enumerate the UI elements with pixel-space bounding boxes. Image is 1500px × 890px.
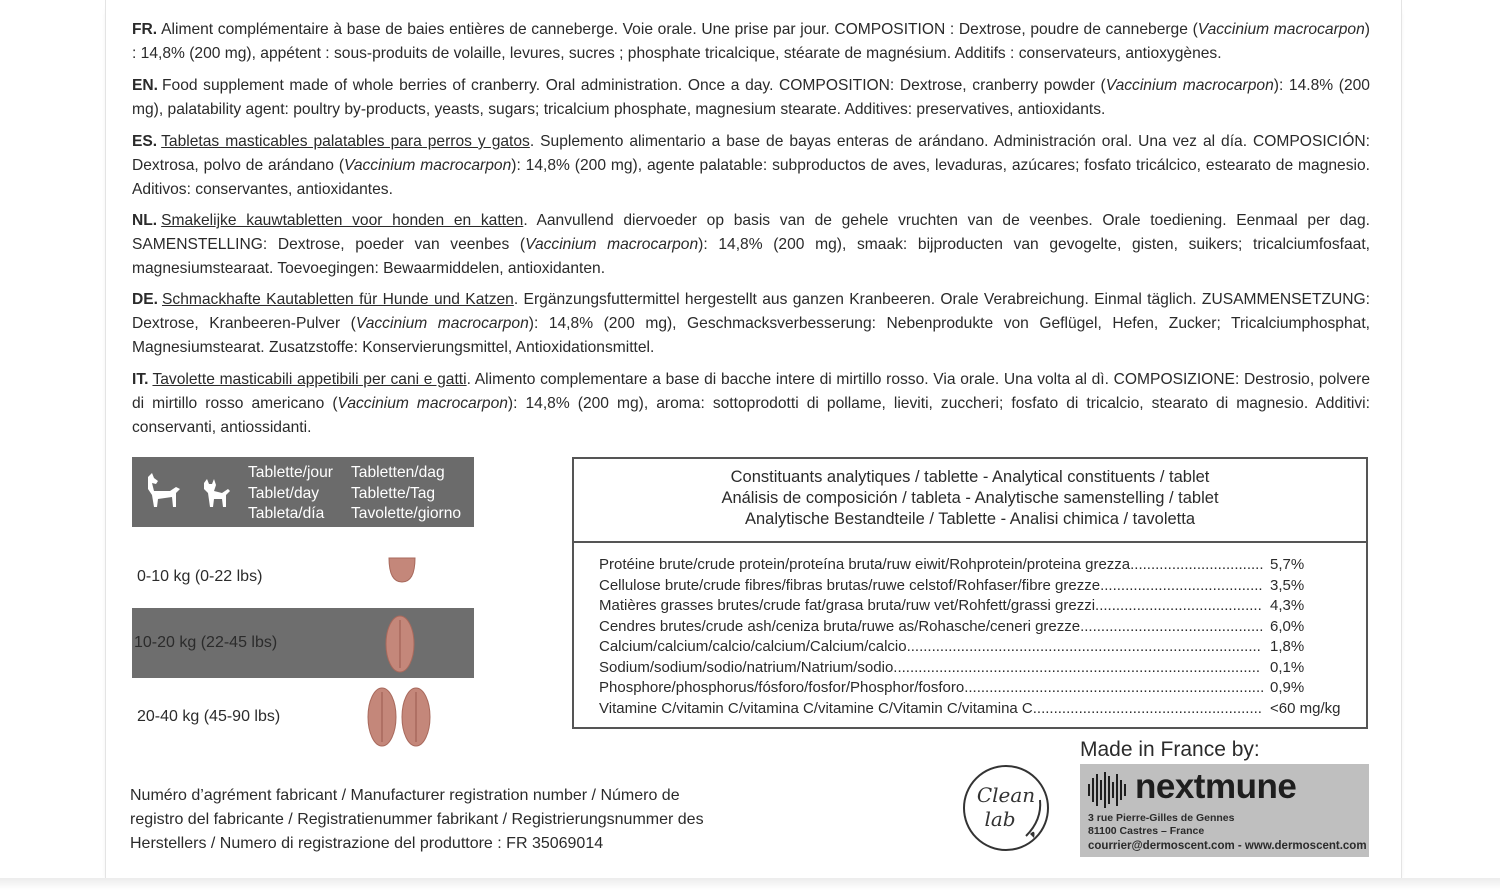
clean-lab-logo-icon [962, 764, 1052, 854]
lang-code: NL. [132, 212, 158, 229]
dosage-header [132, 457, 474, 527]
clean-lab-line1: Clean [976, 783, 1036, 807]
dosage-header-col2: Tabletten/dag Tablette/Tag Tavolette/giorno [351, 464, 462, 522]
manufacturer-address: 3 rue Pierre-Gilles de Gennes 81100 Castres – France [1088, 812, 1235, 837]
registration-number: Numéro d’agrément fabricant / Manufacturer registration number / Número de registro del fabricante / Registratienummer fabrikant / Registrierungsnummer des Herstellers / Numero di registrazione del produttore : FR 35069014 [130, 787, 704, 852]
analytical-row: Calcium/calcium/calcio/calcium/Calcium/calcio..................................................................................... 1,8% [599, 638, 1305, 655]
nextmune-logo-icon [1088, 770, 1132, 810]
clean-lab-line2: lab [984, 807, 1016, 831]
page-shadow [0, 878, 1500, 890]
analytical-row: Sodium/sodium/sodio/natrium/Natrium/sodio........................................................................................ 0,1% [599, 658, 1305, 676]
analytical-constituents-box [572, 457, 1368, 729]
lang-block-es: ES. Tabletas masticables palatables para perros y gatos. Suplemento alimentario a base de bayas enteras de arándano. Administración oral. Una vez al día. COMPOSICIÓN: Dextrosa, polvo de arándano (Vaccinium macrocarpon): 14,8% (200 mg), agente palatable: subproductos de aves, levaduras, azúcares; fosfato tricálcico, estearato de magnesio. Aditivos: conservantes, antioxidantes. [132, 133, 1370, 198]
label-page [105, 0, 1402, 878]
weight-label: 20-40 kg (45-90 lbs) [137, 708, 281, 725]
analytical-rows [599, 555, 1359, 719]
lang-block-it: IT. Tavolette masticabili appetibili per cani e gatti. Alimento complementare a base di bacche intere di mirtillo rosso. Via orale. Una volta al dì. COMPOSIZIONE: Destrosio, polvere di mirtillo rosso americano (Vaccinium macrocarpon): 14,8% (200 mg), aroma: sottoprodotti di pollame, lieviti, zuccheri; fosfato di tricalcio, stearato di magnesio. Additivi: conservanti, antiossidanti. [132, 371, 1370, 436]
tablet-icon [384, 614, 416, 674]
analytical-row: Matières grasses brutes/crude fat/grasa bruta/ruw vet/Rohfett/grassi grezzi........................................ 4,3% [599, 597, 1305, 614]
lang-code: ES. [132, 133, 158, 150]
lang-code: IT. [132, 371, 149, 388]
tablet-icon [366, 686, 398, 748]
analytical-row: Protéine brute/crude protein/proteína bruta/ruw eiwit/Rohprotein/proteina grezza................................ 5,7% [599, 556, 1305, 573]
dosage-row [132, 608, 474, 678]
lang-tagline: Tavolette masticabili appetibili per cani e gatti [152, 371, 467, 388]
lang-tagline: Smakelijke kauwtabletten voor honden en katten [161, 212, 524, 229]
analytical-row: Vitamine C/vitamin C/vitamina C/vitamine C/Vitamin C/vitamina C....................................................... <60 mg/kg [599, 699, 1341, 717]
dosage-row [132, 538, 474, 608]
dosage-row [132, 680, 474, 750]
lang-tagline: Schmackhafte Kautabletten für Hunde und Katzen [162, 291, 514, 308]
manufacturer-box [1080, 764, 1369, 857]
manufacturer-contact: courrier@dermoscent.com - www.dermoscent.com [1088, 840, 1367, 852]
analytical-row: Cendres brutes/crude ash/ceniza bruta/ruwe as/Rohasche/ceneri grezze............................................ 6,0% [599, 617, 1305, 635]
lang-block-nl: NL. Smakelijke kauwtabletten voor honden en katten. Aanvullend diervoeder op basis van de gehele vruchten van de veenbes. Orale toediening. Eenmaal per dag. SAMENSTELLING: Dextrose, poeder van veenbes (Vaccinium macrocarpon): 14,8% (200 mg), smaak: bijproducten van gevogelte, gisten, suikers; tricalciumfosfaat, magnesiumstearaat. Toevoegingen: Bewaarmiddelen, antioxidanten. [132, 212, 1370, 277]
made-in-label: Made in France by: [1080, 738, 1260, 761]
lang-code: FR. [132, 21, 158, 38]
dog-cat-icon [142, 469, 246, 519]
lang-block-de: DE. Schmackhafte Kautabletten für Hunde und Katzen. Ergänzungsfuttermittel hergestellt aus ganzen Kranbeeren. Orale Verabreichung. Einmal täglich. ZUSAMMENSETZUNG: Dextrose, Kranbeeren-Pulver (Vaccinium macrocarpon): 14,8% (200 mg), Geschmacksverbesserung: Nebenprodukte von Geflügel, Hefen, Zucker; Tricalciumphosphat, Magnesiumstearat. Zusatzstoffe: Konservierungsmittel, Antioxidationsmittel. [132, 291, 1370, 356]
analytical-row: Cellulose brute/crude fibres/fibras brutas/ruwe celstof/Rohfaser/fibre grezze....................................... 3,5% [599, 576, 1305, 594]
lang-code: DE. [132, 291, 158, 308]
lang-block-fr: FR. Aliment complémentaire à base de baies entières de canneberge. Voie orale. Une prise par jour. COMPOSITION : Dextrose, poudre de canneberge (Vaccinium macrocarpon) : 14,8% (200 mg), appétent : sous-produits de volaille, levures, sucres ; phosphate tricalcique, stéarate de magnésium. Additifs : conservateurs, antioxygènes. [132, 21, 1370, 62]
lang-block-en: EN. Food supplement made of whole berries of cranberry. Oral administration. Once a day. COMPOSITION: Dextrose, cranberry powder (Vaccinium macrocarpon): 14.8% (200 mg), palatability agent: poultry by-products, yeasts, sugars; tricalcium phosphate, magnesium stearate. Additives: preservatives, antioxidants. [132, 77, 1370, 118]
lang-code: EN. [132, 77, 158, 94]
lang-tagline: Tabletas masticables palatables para perros y gatos [161, 133, 530, 150]
half-tablet-icon [387, 556, 417, 584]
analytical-row: Phosphore/phosphorus/fósforo/fosfor/Phosphor/fosforo........................................................................ 0,9% [599, 679, 1305, 696]
tablet-icon [400, 686, 432, 748]
analytical-title: Constituants analytiques / tablette - Analytical constituents / tablet Análisis de composición / tableta - Analytische samenstelling / tablet Analytische Bestandteile / Tablette - Analisi chimica / tavoletta [574, 459, 1366, 543]
weight-label: 10-20 kg (22-45 lbs) [134, 634, 278, 651]
dosage-header-col1: Tablette/jour Tablet/day Tableta/día [248, 464, 333, 522]
weight-label: 0-10 kg (0-22 lbs) [137, 568, 263, 585]
brand-name: nextmune [1135, 767, 1297, 806]
